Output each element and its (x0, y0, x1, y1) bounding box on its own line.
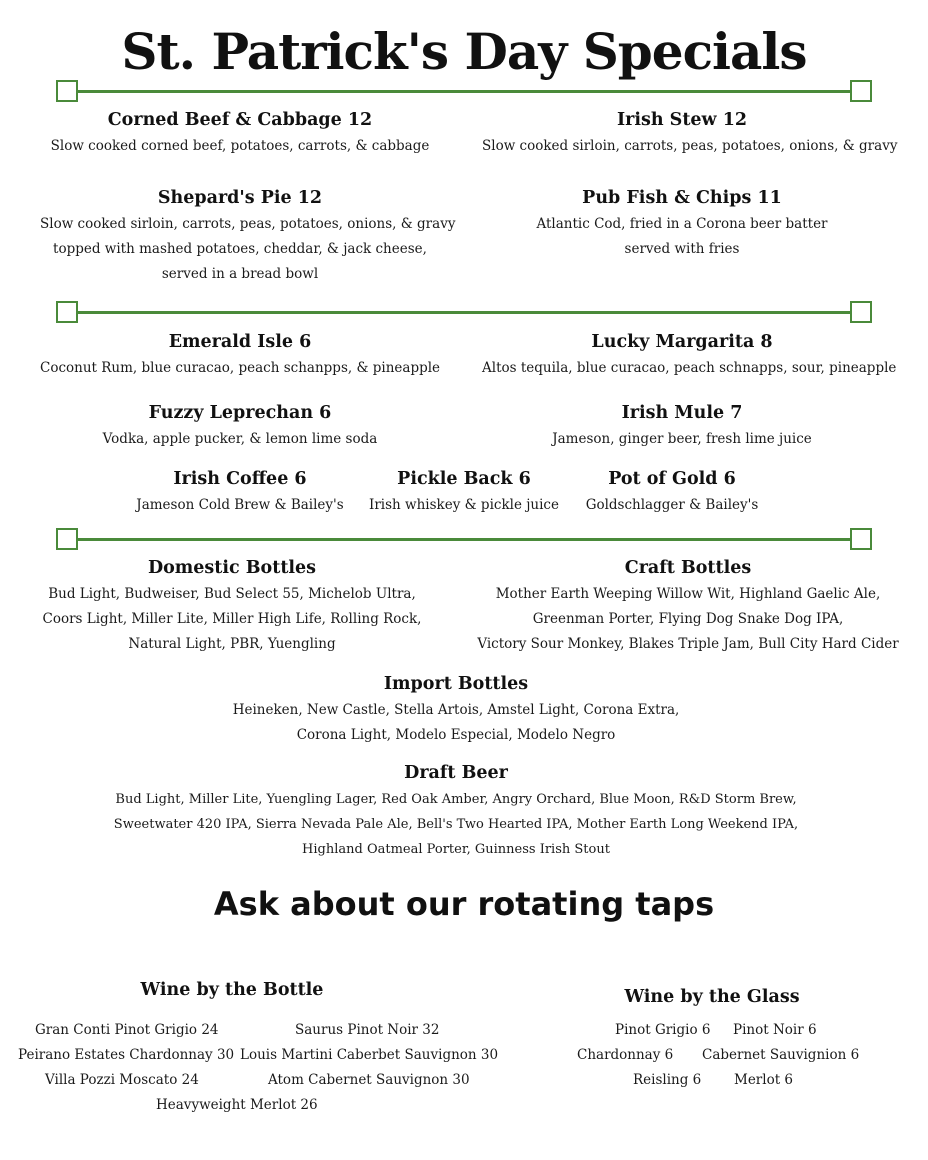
wine-glass-item: Pinot Noir 6 (733, 1022, 817, 1038)
beer-list (56, 787, 856, 862)
drink-emerald-isle (40, 332, 440, 381)
beer-list-line: Bud Light, Budweiser, Bud Select 55, Michelob Ultra, (48, 586, 416, 602)
wine-glass-heading: Wine by the Glass (624, 987, 800, 1007)
wine-bottle-item: Louis Martini Caberbet Sauvignon 30 (240, 1047, 499, 1063)
description-line: Slow cooked corned beef, potatoes, carrots, & cabbage (50, 138, 430, 154)
item-name: Fuzzy Leprechan 6 (148, 403, 332, 423)
description-line: served in a bread bowl (161, 266, 319, 282)
divider-line (76, 90, 852, 93)
craft-bottles (468, 558, 908, 657)
domestic-bottles (32, 558, 432, 657)
divider-line (76, 311, 852, 314)
page-title: St. Patrick's Day Specials (121, 22, 807, 81)
section-heading: Import Bottles (383, 674, 529, 694)
import-bottles (156, 674, 756, 748)
menu-item-shepards-pie (40, 188, 456, 287)
beer-list-line: Coors Light, Miller Lite, Miller High Life, Rolling Rock, (42, 611, 422, 627)
drink-irish-coffee (120, 469, 360, 518)
beer-list-line: Natural Light, PBR, Yuengling (128, 636, 336, 652)
beer-list-line: Victory Sour Monkey, Blakes Triple Jam, Bull City Hard Cider (477, 636, 899, 652)
item-description (482, 212, 882, 262)
wine-bottle-item: Peirano Estates Chardonnay 30 (18, 1047, 235, 1063)
item-name: Shepard's Pie 12 (157, 188, 323, 208)
item-description: Jameson Cold Brew & Bailey's (136, 497, 344, 513)
wine-bottle-item: Saurus Pinot Noir 32 (295, 1022, 440, 1038)
description-line: served with fries (624, 241, 740, 257)
wine-bottle-item: Heavyweight Merlot 26 (156, 1097, 318, 1113)
wine-bottle-item: Villa Pozzi Moscato 24 (45, 1072, 199, 1088)
description-line: Slow cooked sirloin, carrots, peas, potatoes, onions, & gravy (40, 216, 456, 232)
item-name: Irish Stew 12 (616, 110, 748, 130)
item-description (40, 134, 440, 159)
item-name: Emerald Isle 6 (168, 332, 312, 352)
divider-square-right (850, 301, 872, 323)
menu-item-corned-beef (40, 110, 440, 159)
item-description: Irish whiskey & pickle juice (369, 497, 559, 513)
divider-square-right (850, 80, 872, 102)
wine-bottle-heading: Wine by the Bottle (140, 980, 324, 1000)
item-name: Lucky Margarita 8 (591, 332, 773, 352)
section-heading: Domestic Bottles (147, 558, 317, 578)
divider-square-left (56, 528, 78, 550)
beer-list-line: Heineken, New Castle, Stella Artois, Amstel Light, Corona Extra, (232, 702, 680, 718)
beer-list (156, 698, 756, 748)
draft-beer (56, 763, 856, 862)
section-divider (56, 80, 872, 102)
wine-glass-item: Reisling 6 (633, 1072, 702, 1088)
item-description: Altos tequila, blue curacao, peach schnapps, sour, pineapple (482, 360, 897, 376)
description-line: Slow cooked sirloin, carrots, peas, potatoes, onions, & gravy (482, 138, 898, 154)
item-description (40, 212, 456, 287)
item-description: Jameson, ginger beer, fresh lime juice (552, 431, 812, 447)
divider-line (76, 538, 852, 541)
section-divider (56, 301, 872, 323)
wine-glass-item: Merlot 6 (734, 1072, 794, 1088)
item-name: Corned Beef & Cabbage 12 (107, 110, 373, 130)
drink-pickle-back (344, 469, 584, 518)
menu-item-irish-stew (482, 110, 898, 159)
wine-glass-item: Pinot Grigio 6 (615, 1022, 711, 1038)
item-description: Coconut Rum, blue curacao, peach schanpps, & pineapple (40, 360, 441, 376)
item-name: Pot of Gold 6 (608, 469, 736, 489)
divider-square-left (56, 80, 78, 102)
beer-list-line: Bud Light, Miller Lite, Yuengling Lager, Red Oak Amber, Angry Orchard, Blue Moon, R&D Storm Brew, (115, 792, 797, 807)
section-heading: Draft Beer (404, 763, 508, 783)
section-heading: Craft Bottles (624, 558, 752, 578)
beer-list (468, 582, 908, 657)
description-line: Atlantic Cod, fried in a Corona beer batter (536, 216, 828, 232)
drink-lucky-margarita (482, 332, 897, 381)
beer-list-line: Sweetwater 420 IPA, Sierra Nevada Pale Ale, Bell's Two Hearted IPA, Mother Earth Long Weekend IPA, (113, 817, 799, 832)
rotating-taps-banner: Ask about our rotating taps (213, 885, 715, 923)
drink-pot-of-gold (552, 469, 792, 518)
beer-list (32, 582, 432, 657)
drink-fuzzy-leprechan (40, 403, 440, 452)
divider-square-left (56, 301, 78, 323)
wine-glass-item: Chardonnay 6 (577, 1047, 674, 1063)
wine-bottle-item: Gran Conti Pinot Grigio 24 (35, 1022, 219, 1038)
item-name: Pub Fish & Chips 11 (582, 188, 782, 208)
wine-bottle-item: Atom Cabernet Sauvignon 30 (268, 1072, 470, 1088)
beer-list-line: Highland Oatmeal Porter, Guinness Irish Stout (302, 842, 610, 857)
drink-irish-mule (482, 403, 882, 452)
item-name: Irish Mule 7 (621, 403, 743, 423)
wine-glass-item: Cabernet Sauvignion 6 (702, 1047, 860, 1063)
divider-square-right (850, 528, 872, 550)
beer-list-line: Greenman Porter, Flying Dog Snake Dog IPA, (532, 611, 844, 627)
item-description: Goldschlagger & Bailey's (585, 497, 759, 513)
item-name: Pickle Back 6 (397, 469, 531, 489)
item-description (482, 134, 898, 159)
beer-list-line: Mother Earth Weeping Willow Wit, Highland Gaelic Ale, (495, 586, 881, 602)
section-divider (56, 528, 872, 550)
description-line: topped with mashed potatoes, cheddar, & jack cheese, (53, 241, 427, 257)
beer-list-line: Corona Light, Modelo Especial, Modelo Negro (296, 727, 616, 743)
item-description: Vodka, apple pucker, & lemon lime soda (102, 431, 378, 447)
menu-item-fish-chips (482, 188, 882, 262)
item-name: Irish Coffee 6 (173, 469, 307, 489)
